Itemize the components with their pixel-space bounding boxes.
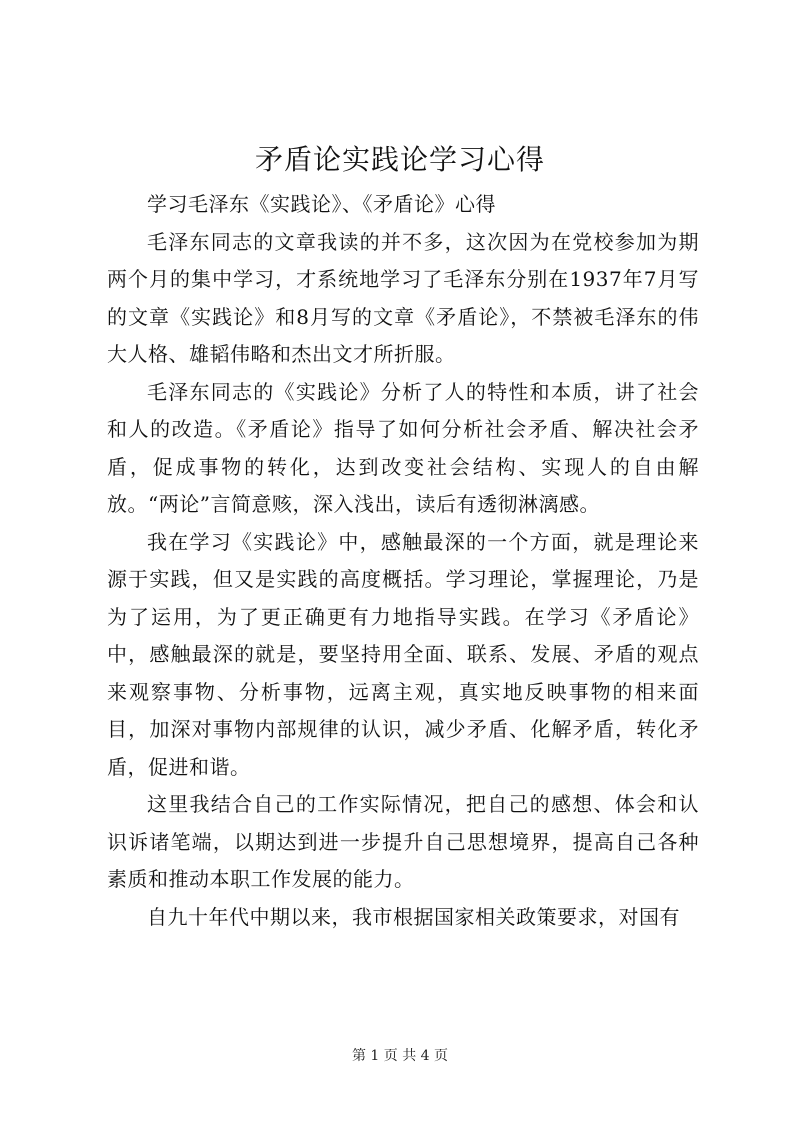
body-paragraph-1: 毛泽东同志的文章我读的并不多，这次因为在党校参加为期两个月的集中学习，才系统地学习了毛泽东分别在1937年7月写的文章《实践论》和8月写的文章《矛盾论》，不禁被毛泽东的伟大人格、雄韬伟略和杰出文才所折服。: [107, 229, 699, 366]
body-paragraph-3: 我在学习《实践论》中，感触最深的一个方面，就是理论来源于实践，但又是实践的高度概括。学习理论，掌握理论，乃是为了运用，为了更正确更有力地指导实践。在学习《矛盾论》中，感触最深的就是，要坚持用全面、联系、发展、矛盾的观点来观察事物、分析事物，远离主观，真实地反映事物的相来面目，加深对事物内部规律的认识，减少矛盾、化解矛盾，转化矛盾，促进和谐。: [107, 529, 699, 779]
body-paragraph-2: 毛泽东同志的《实践论》分析了人的特性和本质，讲了社会和人的改造。《矛盾论》指导了如何分析社会矛盾、解决社会矛盾，促成事物的转化，达到改变社会结构、实现人的自由解放。“两论”言简意赅，深入浅出，读后有透彻淋漓感。: [107, 379, 699, 516]
page-footer: 第 1 页 共 4 页: [351, 1048, 449, 1064]
document-body: [107, 186, 699, 936]
body-paragraph-4: 这里我结合自己的工作实际情况，把自己的感想、体会和认识诉诸笔端，以期达到进一步提升自己思想境界，提高自己各种素质和推动本职工作发展的能力。: [107, 792, 699, 891]
document-title: 矛盾论实践论学习心得: [254, 143, 545, 176]
body-paragraph-5: 自九十年代中期以来，我市根据国家相关政策要求，对国有: [147, 904, 680, 929]
subtitle-paragraph: 学习毛泽东《实践论》、《矛盾论》心得: [147, 192, 496, 216]
